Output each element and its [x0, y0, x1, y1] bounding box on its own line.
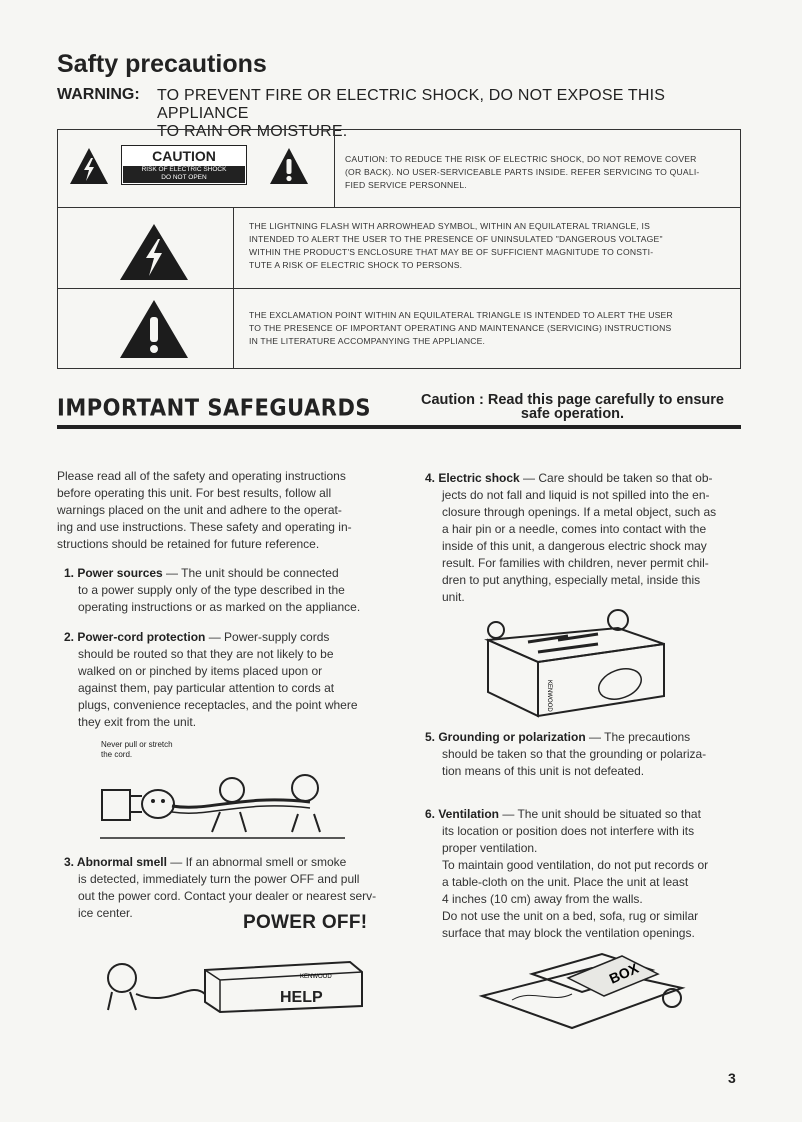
- text-line: proper ventilation.: [442, 841, 538, 855]
- text-line: dren to put anything, especially metal, inside this: [442, 573, 701, 587]
- caution-read-line: safe operation.: [520, 406, 625, 422]
- lightning-triangle-icon: [118, 222, 190, 282]
- text-line: structions should be retained for future reference.: [57, 537, 320, 551]
- box-divider: [58, 288, 740, 289]
- box-text-line: THE EXCLAMATION POINT WITHIN AN EQUILATERAL TRIANGLE IS INTENDED TO ALERT THE USER: [249, 310, 673, 320]
- text-line: a hair pin or a needle, comes into contact with the: [442, 522, 707, 536]
- text-line: unit.: [442, 590, 465, 604]
- intro-paragraph: [57, 468, 379, 553]
- text-line: before operating this unit. For best results, follow all: [57, 486, 332, 500]
- text-line: they exit from the unit.: [78, 715, 197, 729]
- help-label: HELP: [280, 989, 323, 1006]
- text-line: — If an abnormal smell or smoke: [166, 855, 347, 869]
- text-line: a table-cloth on the unit. Place the unit at least: [442, 875, 689, 889]
- text-line: 4 inches (10 cm) away from the walls.: [442, 892, 643, 906]
- lightning-warning-icon: [68, 146, 110, 186]
- help-unit-illustration: [100, 950, 380, 1018]
- item-heading: 4. Electric shock: [425, 471, 520, 485]
- cord-caption: [101, 740, 173, 760]
- caution-bar-line: DO NOT OPEN: [161, 174, 207, 181]
- text-line: against them, pay particular attention to cords at: [78, 681, 335, 695]
- item-heading: 1. Power sources: [64, 566, 163, 580]
- text-line: plugs, convenience receptacles, and the point where: [78, 698, 358, 712]
- box-text-line: FIED SERVICE PERSONNEL.: [345, 180, 467, 190]
- item-heading: 3. Abnormal smell: [64, 855, 167, 869]
- caution-bar-line: RISK OF ELECTRIC SHOCK: [141, 166, 227, 173]
- text-line: — The precautions: [585, 730, 691, 744]
- text-line: — Power-supply cords: [205, 630, 330, 644]
- box-divider: [58, 207, 740, 208]
- item-heading: 2. Power-cord protection: [64, 630, 206, 644]
- caution-read-line: Caution : Read this page carefully to ensure: [421, 392, 724, 408]
- text-line: warnings placed on the unit and adhere to the operat-: [57, 503, 342, 517]
- heading-rule: [57, 425, 741, 429]
- box-text-line: (OR BACK). NO USER-SERVICEABLE PARTS INSIDE. REFER SERVICING TO QUALI-: [345, 167, 700, 177]
- text-line: closure through openings. If a metal object, such as: [442, 505, 717, 519]
- text-line: To maintain good ventilation, do not put records or: [442, 858, 709, 872]
- text-line: — The unit should be connected: [162, 566, 339, 580]
- text-line: inside of this unit, a dangerous electric shock may: [442, 539, 707, 553]
- text-line: Do not use the unit on a bed, sofa, rug or similar: [442, 909, 699, 923]
- box-text-line: THE LIGHTNING FLASH WITH ARROWHEAD SYMBOL, WITHIN AN EQUILATERAL TRIANGLE, IS: [249, 221, 651, 231]
- item-electric-shock: [425, 470, 740, 606]
- brand-label: KENWOOD: [300, 974, 332, 980]
- text-line: tion means of this unit is not defeated.: [442, 764, 645, 778]
- caution-label: [121, 145, 247, 185]
- text-line: walked on or pinched by items placed upon or: [78, 664, 323, 678]
- text-line: its location or position does not interfere with its: [442, 824, 695, 838]
- box-text-line: INTENDED TO ALERT THE USER TO THE PRESENCE OF UNINSULATED "DANGEROUS VOLTAGE": [249, 234, 663, 244]
- item-power-cord: [64, 629, 379, 731]
- exclamation-triangle-icon: [118, 298, 190, 360]
- unit-box-illustration: [468, 600, 678, 720]
- caution-bar: [123, 166, 245, 183]
- box-text-line: IN THE LITERATURE ACCOMPANYING THE APPLIANCE.: [249, 336, 486, 346]
- box-divider: [233, 207, 234, 369]
- page-title: Safty precautions: [57, 50, 267, 78]
- text-line: ing and use instructions. These safety and operating in-: [57, 520, 352, 534]
- text-line: should be taken so that the grounding or polariza-: [442, 747, 707, 761]
- power-off-callout: POWER OFF!: [243, 912, 368, 933]
- box-text-line: TUTE A RISK OF ELECTRIC SHOCK TO PERSONS.: [249, 260, 463, 270]
- box-text-line: WITHIN THE PRODUCT'S ENCLOSURE THAT MAY BE OF SUFFICIENT MAGNITUDE TO CONSTI-: [249, 247, 654, 257]
- text-line: — The unit should be situated so that: [499, 807, 701, 821]
- cord-pulling-illustration: [100, 772, 345, 842]
- warning-text-line: TO PREVENT FIRE OR ELECTRIC SHOCK, DO NOT EXPOSE THIS APPLIANCE: [157, 87, 666, 122]
- caution-read-heading: [400, 393, 745, 421]
- box-text-line: CAUTION: TO REDUCE THE RISK OF ELECTRIC SHOCK, DO NOT REMOVE COVER: [345, 154, 697, 164]
- box-label: BOX: [606, 959, 641, 987]
- caution-word: CAUTION: [152, 148, 216, 164]
- item-grounding: [425, 729, 740, 780]
- text-line: Please read all of the safety and operating instructions: [57, 469, 346, 483]
- exclamation-warning-icon: [268, 146, 310, 186]
- caution-text: [345, 153, 699, 192]
- ventilation-illustration: [472, 948, 702, 1038]
- caption-line: Never pull or stretch: [101, 740, 173, 749]
- text-line: out the power cord. Contact your dealer or nearest serv-: [78, 889, 377, 903]
- brand-label: KENWOOD: [546, 680, 552, 712]
- warning-label: WARNING:: [57, 86, 140, 103]
- box-text-line: TO THE PRESENCE OF IMPORTANT OPERATING AND MAINTENANCE (SERVICING) INSTRUCTIONS: [249, 323, 672, 333]
- item-ventilation: [425, 806, 740, 942]
- page-number: 3: [728, 1070, 736, 1086]
- item-heading: 6. Ventilation: [425, 807, 500, 821]
- text-line: — Care should be taken so that ob-: [519, 471, 713, 485]
- text-line: result. For families with children, never permit chil-: [442, 556, 709, 570]
- warning-box: [57, 129, 741, 369]
- text-line: is detected, immediately turn the power OFF and pull: [78, 872, 360, 886]
- text-line: surface that may block the ventilation openings.: [442, 926, 695, 940]
- item-power-sources: [64, 565, 379, 616]
- safeguards-heading: IMPORTANT SAFEGUARDS: [57, 394, 372, 421]
- text-line: jects do not fall and liquid is not spilled into the en-: [442, 488, 710, 502]
- item-heading: 5. Grounding or polarization: [425, 730, 586, 744]
- text-line: to a power supply only of the type described in the: [78, 583, 345, 597]
- warning-text-line: TO RAIN OR MOISTURE.: [157, 123, 348, 140]
- text-line: ice center.: [78, 906, 133, 920]
- text-line: operating instructions or as marked on the appliance.: [78, 600, 361, 614]
- lightning-text: [249, 220, 663, 272]
- text-line: should be routed so that they are not likely to be: [78, 647, 334, 661]
- caption-line: the cord.: [101, 750, 133, 759]
- exclamation-text: [249, 309, 673, 348]
- box-divider: [334, 130, 335, 207]
